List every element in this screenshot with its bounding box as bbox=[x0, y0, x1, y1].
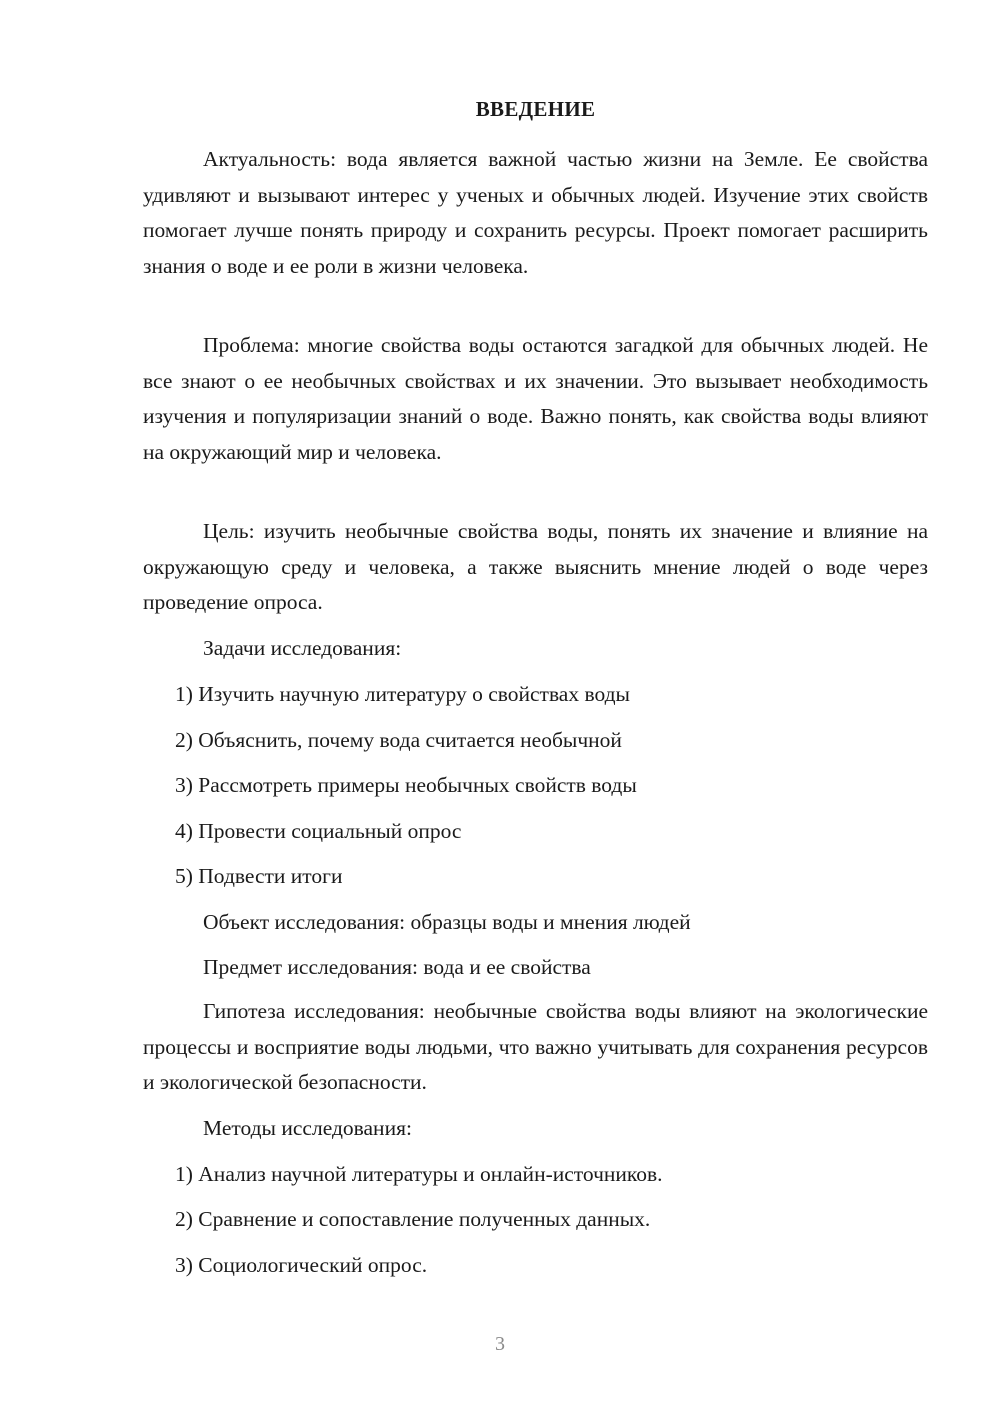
task-item: 1) Изучить научную литературу о свойствах воды bbox=[175, 682, 630, 706]
task-item: 4) Провести социальный опрос bbox=[175, 819, 462, 843]
page-number: 3 bbox=[495, 1333, 505, 1355]
relevance-paragraph: Актуальность: вода является важной частью жизни на Земле. Ее свойства удивляют и вызывают интерес у ученых и обычных людей. Изучение этих свойств помогает лучше понять природу и сохранить ресурсы. Проект помогает расширить знания о воде и ее роли в жизни человека. bbox=[143, 147, 928, 278]
problem-paragraph: Проблема: многие свойства воды остаются загадкой для обычных людей. Не все знают о ее необычных свойствах и их значении. Это вызывает необходимость изучения и популяризации знаний о воде. Важно понять, как свойства воды влияют на окружающий мир и человека. bbox=[143, 333, 928, 464]
research-subject: Предмет исследования: вода и ее свойства bbox=[203, 955, 591, 979]
method-item: 2) Сравнение и сопоставление полученных данных. bbox=[175, 1207, 651, 1231]
methods-heading: Методы исследования: bbox=[203, 1116, 412, 1140]
task-item: 3) Рассмотреть примеры необычных свойств воды bbox=[175, 773, 637, 797]
goal-paragraph: Цель: изучить необычные свойства воды, понять их значение и влияние на окружающую среду и человека, а также выяснить мнение людей о воде через проведение опроса. bbox=[143, 519, 928, 614]
task-item: 5) Подвести итоги bbox=[175, 864, 343, 888]
task-item: 2) Объяснить, почему вода считается необычной bbox=[175, 728, 622, 752]
tasks-heading: Задачи исследования: bbox=[203, 636, 402, 660]
research-object: Объект исследования: образцы воды и мнения людей bbox=[203, 910, 691, 934]
method-item: 1) Анализ научной литературы и онлайн-источников. bbox=[175, 1162, 663, 1186]
hypothesis-paragraph: Гипотеза исследования: необычные свойства воды влияют на экологические процессы и восприятие воды людьми, что важно учитывать для сохранения ресурсов и экологической безопасности. bbox=[143, 999, 928, 1094]
page-title: ВВЕДЕНИЕ bbox=[475, 97, 596, 121]
method-item: 3) Социологический опрос. bbox=[175, 1253, 428, 1277]
